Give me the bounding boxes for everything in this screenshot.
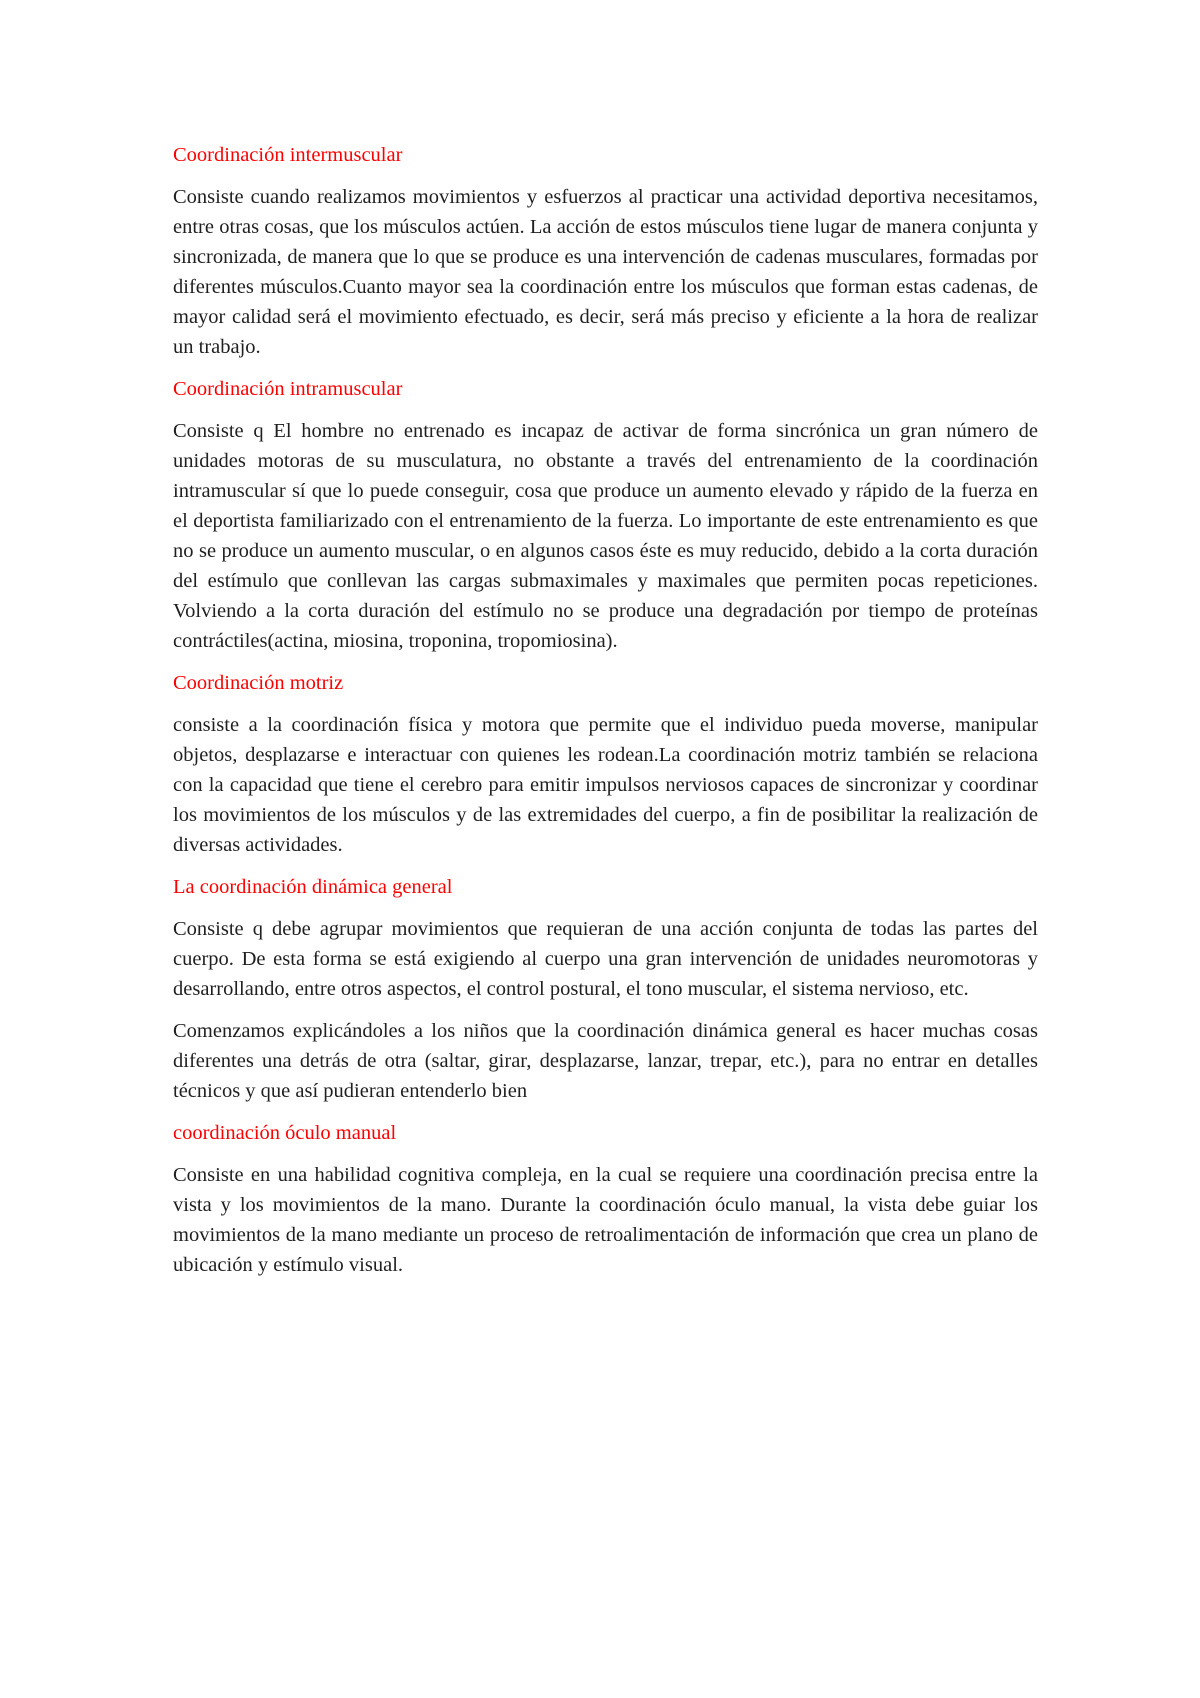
section-oculo-manual xyxy=(173,1118,1038,1280)
section-paragraph: Consiste cuando realizamos movimientos y esfuerzos al practicar una actividad deportiva necesitamos, entre otras cosas, que los músculos actúen. La acción de estos músculos tiene lugar de manera conjunta y sincronizada, de manera que lo que se produce es una intervención de cadenas musculares, formadas por diferentes músculos.Cuanto mayor sea la coordinación entre los músculos que forman estas cadenas, de mayor calidad será el movimiento efectuado, es decir, será más preciso y eficiente a la hora de realizar un trabajo. xyxy=(173,186,1038,358)
section-heading: Coordinación motriz xyxy=(173,672,344,694)
section-heading: La coordinación dinámica general xyxy=(173,876,453,898)
document-page xyxy=(173,140,1038,1292)
section-paragraph: Consiste en una habilidad cognitiva compleja, en la cual se requiere una coordinación precisa entre la vista y los movimientos de la mano. Durante la coordinación óculo manual, la vista debe guiar los movimientos de la mano mediante un proceso de retroalimentación de información que crea un plano de ubicación y estímulo visual. xyxy=(173,1164,1038,1276)
section-intermuscular xyxy=(173,140,1038,362)
section-paragraph: consiste a la coordinación física y motora que permite que el individuo pueda moverse, manipular objetos, desplazarse e interactuar con quienes les rodean.La coordinación motriz también se relaciona con la capacidad que tiene el cerebro para emitir impulsos nerviosos capaces de sincronizar y coordinar los movimientos de los músculos y de las extremidades del cuerpo, a fin de posibilitar la realización de diversas actividades. xyxy=(173,714,1038,856)
section-paragraph: Consiste q debe agrupar movimientos que requieran de una acción conjunta de todas las partes del cuerpo. De esta forma se está exigiendo al cuerpo una gran intervención de unidades neuromotoras y desarrollando, entre otros aspectos, el control postural, el tono muscular, el sistema nervioso, etc. xyxy=(173,918,1038,1000)
section-dinamica-general xyxy=(173,872,1038,1106)
section-paragraph: Consiste q El hombre no entrenado es incapaz de activar de forma sincrónica un gran número de unidades motoras de su musculatura, no obstante a través del entrenamiento de la coordinación intramuscular sí que lo puede conseguir, cosa que produce un aumento elevado y rápido de la fuerza en el deportista familiarizado con el entrenamiento de la fuerza. Lo importante de este entrenamiento es que no se produce un aumento muscular, o en algunos casos éste es muy reducido, debido a la corta duración del estímulo que conllevan las cargas submaximales y maximales que permiten pocas repeticiones. Volviendo a la corta duración del estímulo no se produce una degradación por tiempo de proteínas contráctiles(actina, miosina, troponina, tropomiosina). xyxy=(173,420,1038,652)
section-heading: Coordinación intermuscular xyxy=(173,144,403,166)
section-paragraph: Comenzamos explicándoles a los niños que la coordinación dinámica general es hacer muchas cosas diferentes una detrás de otra (saltar, girar, desplazarse, lanzar, trepar, etc.), para no entrar en detalles técnicos y que así pudieran entenderlo bien xyxy=(173,1020,1038,1102)
section-heading: Coordinación intramuscular xyxy=(173,378,403,400)
section-motriz xyxy=(173,668,1038,860)
section-heading: coordinación óculo manual xyxy=(173,1122,397,1144)
section-intramuscular xyxy=(173,374,1038,656)
